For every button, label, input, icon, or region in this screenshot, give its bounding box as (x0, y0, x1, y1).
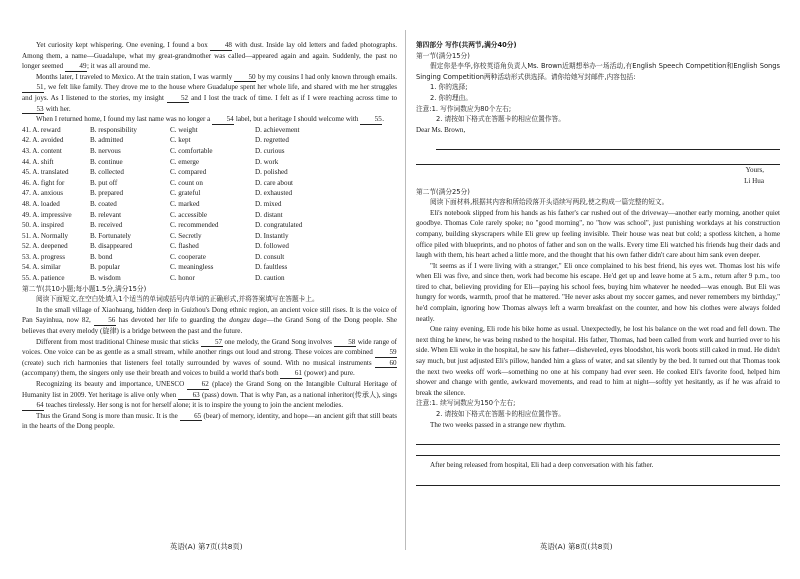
option-b[interactable]: B. collected (90, 168, 124, 177)
option-b[interactable]: B. bond (90, 252, 113, 261)
option-d[interactable]: D. faultless (255, 263, 288, 272)
continuation-opening-2: After being released from hospital, Eli had a deep conversation with his father. (430, 461, 654, 470)
option-b[interactable]: B. Fortunately (90, 231, 131, 240)
option-d[interactable]: D. exhausted (255, 189, 293, 198)
option-a[interactable]: 53. A. progress (22, 252, 65, 261)
section-2-heading: 第二节(共10小题;每小题1.5分,满分15分) (22, 284, 147, 293)
option-d[interactable]: D. congratulated (255, 221, 303, 230)
option-c[interactable]: C. flashed (170, 242, 199, 251)
answer-line[interactable] (416, 152, 780, 165)
blank-52[interactable]: 52 (167, 94, 189, 104)
story-paragraph-3: One rainy evening, Eli rode his bike home as usual. Unexpectedly, he lost his balance on the wet road and fell down. The next thing he knew, he was being rushed to the hospital. His father, Thomas, had been called from work and hurried over to his side. When Eli woke in the hospital, he saw his father—disheveled, eyes bloodshot, his work boots still caked in mud. He didn't say much, but just adjusted Eli's pillow, handed him a glass of water, and sat silently by the bed. It turned out that Thomas took the next two weeks off work—something no one at his company had ever seen. He cooked Eli's favorite food, helped him shower and change with gentle, awkward movements, and read to him at night—softly yet hesitantly, as if he was afraid to break the silence. (416, 325, 780, 397)
option-row (22, 188, 397, 199)
section-2-instructions: 阅读下面短文,在空白处填入1个适当的单词或括号内单词的正确形式,并将答案填写在答题卡上。 (36, 295, 319, 304)
blank-49[interactable]: 49 (65, 62, 87, 72)
option-row (22, 199, 397, 210)
option-row (22, 210, 397, 221)
option-b[interactable]: B. popular (90, 263, 120, 272)
cloze-paragraph-2: Months later, I traveled to Mexico. At the train station, I was warmly 50 by my cousins I had only known through emails. 51, we felt like family. They drove me to the house where Guadalupe spent her whole life, and shared with me her struggles and joys. As I listened to the stories, my insight 52 and I lost the track of time. I felt as if I were reaching across time to 53 with her. (22, 72, 397, 113)
option-c[interactable]: C. count on (170, 178, 203, 187)
letter-signature: Li Hua (744, 176, 764, 185)
writing-section-1-instructions: 假定你是李华,你校英语角负责人Ms. Brown近期想举办一场活动,有English Speech Competition和English Songs Singing Competition两种活动形式供选择。请你给她写封邮件,内容包括: (416, 62, 780, 81)
left-page (22, 40, 397, 432)
option-d[interactable]: D. mixed (255, 199, 282, 208)
blank-60[interactable]: 60 (375, 359, 397, 369)
option-row (22, 231, 397, 242)
option-row (22, 262, 397, 273)
option-c[interactable]: C. meaningless (170, 263, 214, 272)
writing-requirement-2: 2. 你的理由。 (430, 93, 472, 102)
blank-56[interactable]: 56 (94, 316, 116, 326)
option-b[interactable]: B. put off (90, 178, 118, 187)
option-a[interactable]: 48. A. loaded (22, 199, 60, 208)
option-c[interactable]: C. marked (170, 199, 200, 208)
blank-58[interactable]: 58 (334, 338, 356, 348)
writing-section-1-heading: 第一节(满分15分) (416, 51, 470, 60)
grammar-paragraph-4: Thus the Grand Song is more than music. It is the 65 (bear) of memory, identity, and hope—an ancient gift that still beats in the hearts of the Dong people. (22, 411, 397, 431)
answer-line[interactable] (416, 447, 780, 456)
option-row (22, 167, 397, 178)
option-b[interactable]: B. admitted (90, 136, 124, 145)
writing-note-2: 2. 请按如下格式在答题卡的相应位置作答。 (436, 115, 565, 124)
letter-closing: Yours, (745, 166, 764, 175)
answer-line[interactable] (436, 137, 780, 150)
option-row (22, 273, 397, 284)
option-c[interactable]: C. grateful (170, 189, 201, 198)
option-a[interactable]: 43. A. content (22, 146, 62, 155)
continuation-note-1: 注意:1. 续写词数应为150个左右; (416, 399, 516, 408)
blank-50[interactable]: 50 (234, 73, 256, 83)
letter-salutation: Dear Ms. Brown, (416, 125, 466, 134)
page-divider (405, 30, 406, 550)
option-c[interactable]: C. kept (170, 136, 191, 145)
option-a[interactable]: 51. A. Normally (22, 231, 69, 240)
option-d[interactable]: D. consult (255, 252, 285, 261)
option-a[interactable]: 45. A. translated (22, 168, 69, 177)
option-row (22, 241, 397, 252)
option-d[interactable]: D. regretted (255, 136, 289, 145)
blank-65[interactable]: 65 (180, 412, 202, 422)
option-row (22, 178, 397, 189)
option-a[interactable]: 52. A. deepened (22, 242, 68, 251)
grammar-paragraph-3: Recognizing its beauty and importance, UNESCO 62 (place) the Grand Song on the Intangible Cultural Heritage of Humanity list in 2009. Yet heritage is alive only when 63 (pass) down. That is why Pan, as a national inheritor(传承人), sings 64 teaches tirelessly. Her song is not for herself alone; it is to inspire the young to join the ancient melodies. (22, 380, 397, 410)
blank-53[interactable]: 53 (22, 105, 44, 115)
blank-57[interactable]: 57 (201, 338, 223, 348)
option-b[interactable]: B. nervous (90, 146, 121, 155)
option-d[interactable]: D. polished (255, 168, 288, 177)
option-c[interactable]: C. emerge (170, 157, 200, 166)
option-a[interactable]: 44. A. shift (22, 157, 54, 166)
option-c[interactable]: C. recommended (170, 221, 219, 230)
option-a[interactable]: 42. A. avoided (22, 136, 64, 145)
continuation-opening-1: The two weeks passed in a strange new rhythm. (430, 420, 566, 429)
answer-line[interactable] (416, 473, 780, 486)
blank-51[interactable]: 51 (22, 83, 44, 93)
option-d[interactable]: D. caution (255, 274, 285, 283)
option-d[interactable]: D. followed (255, 242, 289, 251)
footer-page-7: 英语(A) 第7页(共8页) (170, 542, 243, 551)
option-a[interactable]: 55. A. patience (22, 274, 65, 283)
option-a[interactable]: 47. A. anxious (22, 189, 63, 198)
story-paragraph-2: "It seems as if I were living with a stranger," Eli once complained to his best friend, his eyes wet. Thomas lost his wife when Eli was five, and since then, work had become his escape. He'd get up and leave home at 5 a.m., return after 9 p.m., too tired to chat, believing providing for Eli—paying his school fees, buying him whatever he needed—was enough. But Eli was hungry for words, warmth, proof that he mattered. "He never asks about my soccer games, and never remembers my birthday," he'd complain, ignoring how Thomas always left a warm breakfast on the counter, and how his clothes were always folded neatly. (416, 261, 780, 323)
option-b[interactable]: B. responsibility (90, 125, 137, 134)
options-table (22, 125, 397, 284)
option-a[interactable]: 41. A. reward (22, 125, 61, 134)
right-page (416, 40, 780, 486)
option-c[interactable]: C. Secretly (170, 231, 202, 240)
writing-note-1: 注意:1. 写作词数应为80个左右; (416, 104, 512, 113)
grammar-paragraph-1: In the small village of Xiaohuang, hidden deep in Guizhou's Dong ethnic region, an ancient voice still rises. It is the voice of Pan Sayinhua, now 82, 56 has devoted her life to guarding the dongzu dage—the Grand Song of the Dong people. She believes that every melody (旋律) is a bridge between the past and the future. (22, 305, 397, 336)
cloze-paragraph-3: When I returned home, I found my last name was no longer a 54 label, but a heritage I should welcome with 55. (36, 115, 384, 124)
option-d[interactable]: D. Instantly (255, 231, 289, 240)
blank-59[interactable]: 59 (375, 348, 397, 358)
option-c[interactable]: C. honor (170, 274, 195, 283)
writing-section-2-heading: 第二节(满分25分) (416, 187, 470, 196)
option-b[interactable]: B. continue (90, 157, 123, 166)
blank-61[interactable]: 61 (280, 369, 302, 379)
option-row (22, 146, 397, 157)
option-d[interactable]: D. care about (255, 178, 294, 187)
story-paragraph-1: Eli's notebook slipped from his hands as his father's car rushed out of the driveway—another early morning, another quiet goodbye. Thomas Cole rarely spoke; no "good morning", no "how was school", just punishing workdays at his construction company, building skyscrapers while Eli grew up feeling invisible. Their house was neat but cold; a spotless kitchen, a home office piled with blueprints, and no photos of father and son on the walls. Every time Eli watched his friends hug their dads and laugh with them, his heart ached a little more, and the thought that his own father didn't care about him sank even deeper. (416, 208, 780, 260)
option-a[interactable]: 50. A. inspired (22, 221, 64, 230)
option-b[interactable]: B. relevant (90, 210, 122, 219)
option-c[interactable]: C. accessible (170, 210, 208, 219)
cloze-paragraph-1: Yet curiosity kept whispering. One evening, I found a box 48 with dust. Inside lay old letters and faded photographs. Among them, a name—Guadalupe, what my great-grandmother was called—appeared again and again. Suddenly, the past no longer seemed 49; it was all around me. (22, 41, 397, 71)
answer-line[interactable] (416, 432, 780, 445)
option-row (22, 125, 397, 136)
option-a[interactable]: 49. A. impressive (22, 210, 72, 219)
footer-page-8: 英语(A) 第8页(共8页) (540, 542, 613, 551)
blank-63[interactable]: 63 (178, 391, 200, 401)
option-d[interactable]: D. curious (255, 146, 285, 155)
grammar-paragraph-2: Different from most traditional Chinese music that sticks 57 one melody, the Grand Song involves 58 wide range of voices. One voice can be as gentle as a small stream, while another rings out loud and strong. These voices are combined 59 (create) such rich harmonies that listeners feel totally surrounded by waves of sound. With no musical instruments 60 (accompany) them, the singers only use their breath and voices to build a world that's both 61 (power) and pure. (22, 337, 397, 378)
option-a[interactable]: 54. A. similar (22, 263, 61, 272)
option-b[interactable]: B. disappeared (90, 242, 133, 251)
option-b[interactable]: B. received (90, 221, 123, 230)
option-b[interactable]: B. wisdom (90, 274, 121, 283)
option-b[interactable]: B. prepared (90, 189, 124, 198)
option-d[interactable]: D. work (255, 157, 279, 166)
option-c[interactable]: C. cooperate (170, 252, 206, 261)
option-d[interactable]: D. distant (255, 210, 283, 219)
blank-55[interactable]: 55 (360, 115, 382, 125)
option-c[interactable]: C. comfortable (170, 146, 213, 155)
option-row (22, 252, 397, 263)
writing-requirement-1: 1. 你的选择; (430, 83, 468, 92)
blank-48[interactable]: 48 (210, 41, 232, 51)
continuation-note-2: 2. 请按如下格式在答题卡的相应位置作答。 (436, 410, 565, 418)
option-a[interactable]: 46. A. fight for (22, 178, 65, 187)
blank-62[interactable]: 62 (187, 380, 209, 390)
writing-section-2-instructions: 阅读下面材料,根据其内容和所给段落开头语续写两段,使之构成一篇完整的短文。 (430, 198, 669, 207)
blank-54[interactable]: 54 (212, 115, 234, 125)
option-c[interactable]: C. compared (170, 168, 207, 177)
option-c[interactable]: C. weight (170, 125, 198, 134)
part-4-heading: 第四部分 写作(共两节,满分40分) (416, 41, 517, 49)
option-row (22, 220, 397, 231)
option-b[interactable]: B. coated (90, 199, 117, 208)
option-d[interactable]: D. achievement (255, 125, 300, 134)
blank-64[interactable]: 64 (22, 401, 44, 411)
option-row (22, 135, 397, 146)
option-row (22, 157, 397, 168)
